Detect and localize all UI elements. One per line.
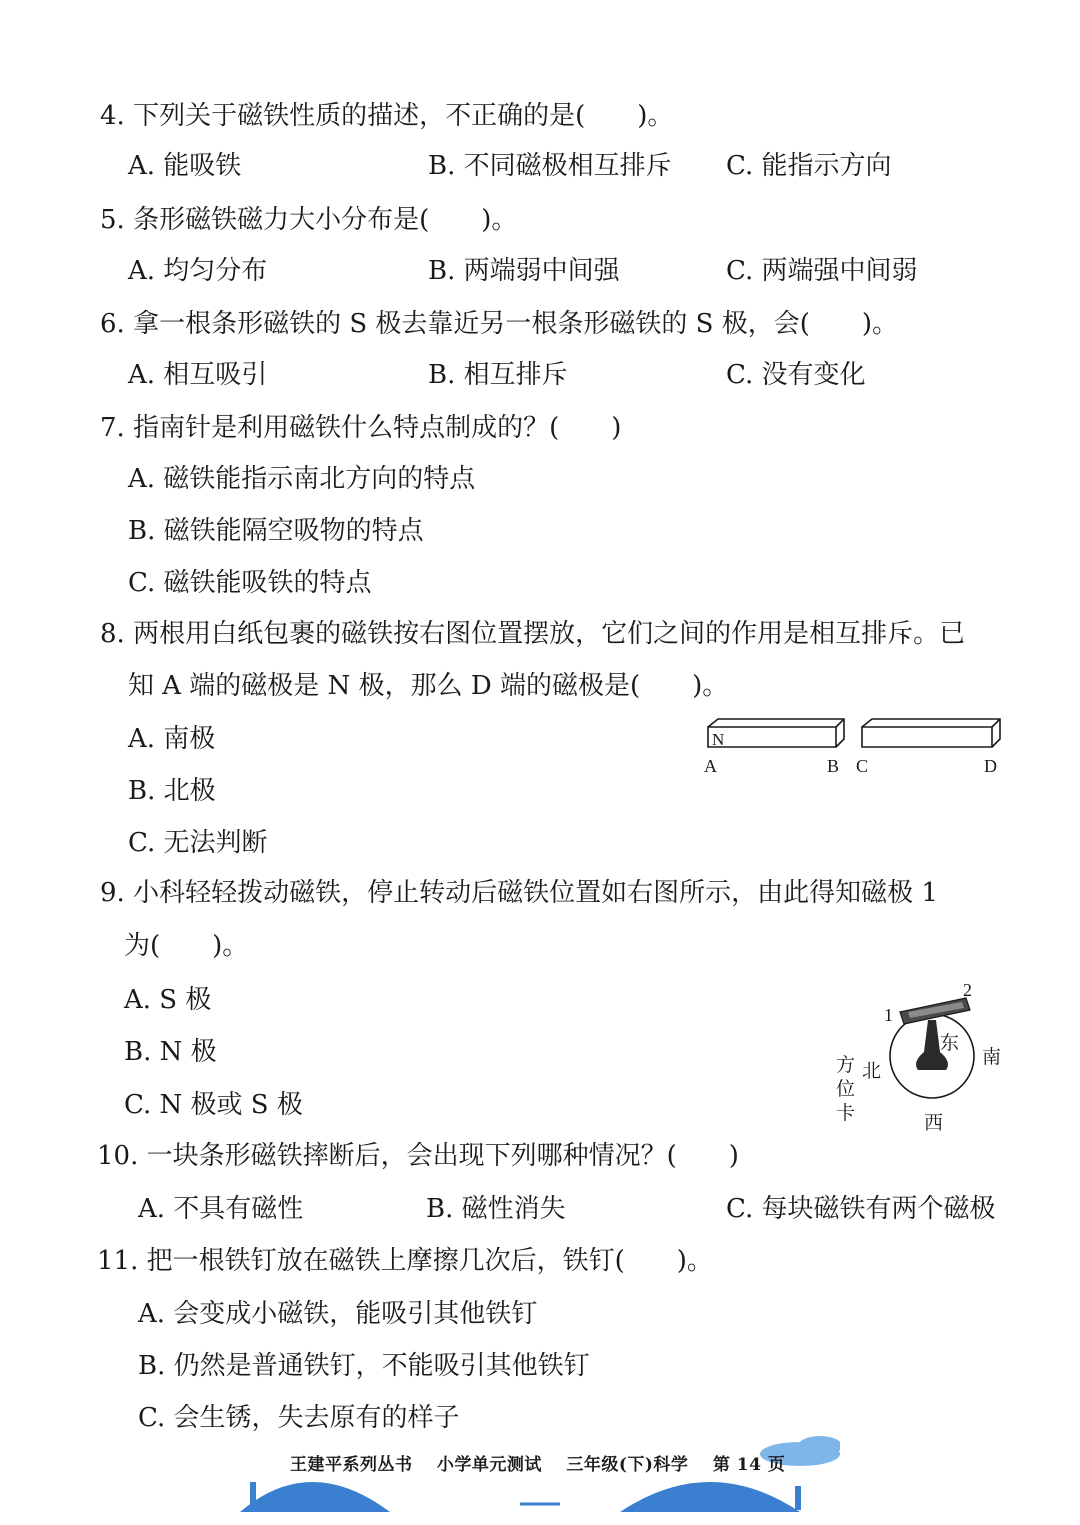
q11-option-c: C. 会生锈，失去原有的样子 (138, 1403, 460, 1433)
card-label-1: 方 (836, 1055, 856, 1076)
end-d-label: D (984, 756, 997, 776)
footer-grade: 三年级(下)科学 (566, 1455, 689, 1475)
magnets-drawing (700, 715, 1010, 755)
q4-option-a: A. 能吸铁 (128, 151, 242, 181)
q11-option-b: B. 仍然是普通铁钉，不能吸引其他铁钉 (138, 1351, 590, 1381)
magnet-n-label: N (712, 730, 725, 749)
mountain-right (620, 1482, 800, 1512)
question-6: 6. 拿一根条形磁铁的 S 极去靠近另一根条形磁铁的 S 极，会( )。 (100, 309, 899, 339)
q4-option-b: B. 不同磁极相互排斥 (428, 151, 672, 181)
q4-option-c: C. 能指示方向 (726, 151, 892, 181)
q8-option-b: B. 北极 (128, 776, 216, 806)
q9-option-b: B. N 极 (124, 1037, 217, 1067)
footer-series: 王建平系列丛书 (290, 1455, 413, 1475)
question-8-cont: 知 A 端的磁极是 N 极，那么 D 端的磁极是( )。 (128, 671, 729, 701)
q10-option-c: C. 每块磁铁有两个磁极 (726, 1194, 996, 1224)
question-9-cont: 为( )。 (124, 931, 249, 961)
q9-option-a: A. S 极 (124, 985, 212, 1015)
q7-option-b: B. 磁铁能隔空吸物的特点 (128, 516, 424, 546)
question-11: 11. 把一根铁钉放在磁铁上摩擦几次后，铁钉( )。 (97, 1246, 713, 1276)
q10-option-a: A. 不具有磁性 (138, 1194, 304, 1224)
footer (290, 1450, 785, 1475)
pole-2-label: 2 (963, 980, 972, 1000)
q5-option-b: B. 两端弱中间强 (428, 256, 620, 286)
question-9: 9. 小科轻轻拨动磁铁，停止转动后磁铁位置如右图所示，由此得知磁极 1 (100, 878, 938, 908)
q10-option-b: B. 磁性消失 (426, 1194, 566, 1224)
east-label: 东 (940, 1033, 960, 1054)
card-label-3: 卡 (836, 1103, 856, 1124)
question-7: 7. 指南针是利用磁铁什么特点制成的？( ) (100, 413, 622, 443)
west-label: 西 (924, 1113, 944, 1134)
pole-1-label: 1 (884, 1005, 893, 1025)
question-8: 8. 两根用白纸包裹的磁铁按右图位置摆放，它们之间的作用是相互排斥。已 (100, 619, 966, 649)
question-5: 5. 条形磁铁磁力大小分布是( )。 (100, 205, 518, 235)
end-b-label: B (827, 756, 840, 776)
south-label: 南 (982, 1047, 1002, 1068)
question-10: 10. 一块条形磁铁摔断后，会出现下列哪种情况？( ) (97, 1141, 739, 1171)
q9-option-c: C. N 极或 S 极 (124, 1090, 303, 1120)
q5-option-a: A. 均匀分布 (128, 256, 268, 286)
cactus-right-icon (795, 1486, 801, 1510)
mountain-left (240, 1482, 390, 1512)
q7-option-a: A. 磁铁能指示南北方向的特点 (128, 464, 476, 494)
end-c-label: C (856, 756, 869, 776)
magnet-right-front (862, 727, 992, 747)
q11-option-a: A. 会变成小磁铁，能吸引其他铁钉 (138, 1299, 538, 1329)
q7-option-c: C. 磁铁能吸铁的特点 (128, 568, 372, 598)
cactus-left-icon (250, 1482, 256, 1510)
q5-option-c: C. 两端强中间弱 (726, 256, 918, 286)
magnet-left-top (708, 719, 844, 747)
question-4: 4. 下列关于磁铁性质的描述，不正确的是( )。 (100, 101, 674, 131)
compass-drawing (880, 990, 990, 1120)
end-a-label: A (704, 756, 717, 776)
q8-option-a: A. 南极 (128, 724, 216, 754)
q6-option-c: C. 没有变化 (726, 360, 866, 390)
card-label-2: 位 (836, 1079, 856, 1100)
footer-page: 第 14 页 (712, 1455, 786, 1475)
magnet-right-top (862, 719, 1000, 747)
footer-book: 小学单元测试 (436, 1455, 542, 1475)
q6-option-b: B. 相互排斥 (428, 360, 568, 390)
q8-option-c: C. 无法判断 (128, 828, 268, 858)
q6-option-a: A. 相互吸引 (128, 360, 268, 390)
magnet-left-front (708, 727, 836, 747)
north-label: 北 (862, 1061, 882, 1082)
